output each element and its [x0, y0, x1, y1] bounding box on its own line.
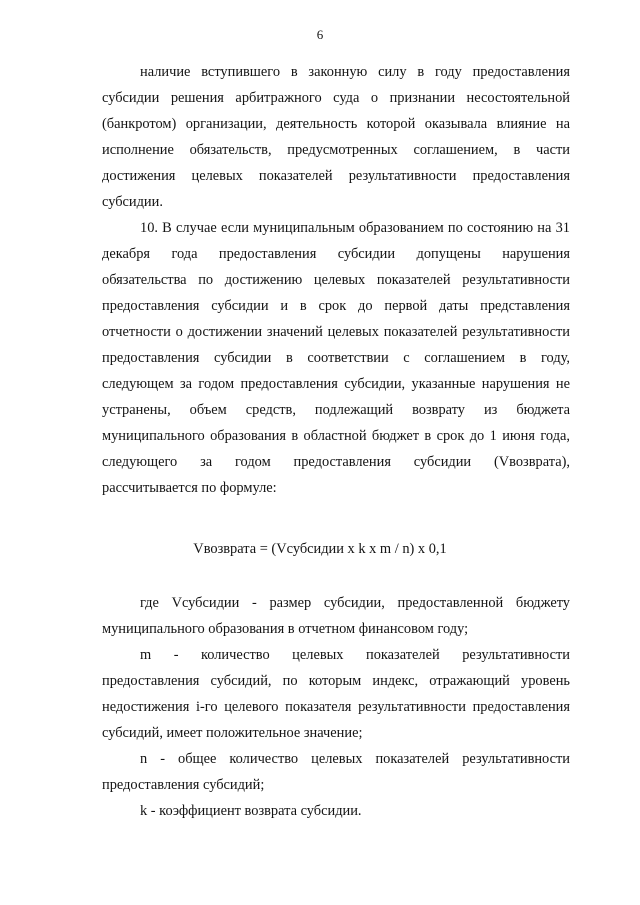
text-line: обязательства по достижению целевых показателей результативности — [102, 272, 570, 288]
text-line: рассчитывается по формуле: — [102, 480, 277, 496]
text-line: исполнение обязательств, предусмотренных соглашением, в части — [102, 142, 570, 158]
text-line: субсидий, имеет положительное значение; — [102, 725, 363, 741]
text-line: где Vсубсидии - размер субсидии, предоставленной бюджету — [140, 595, 570, 611]
page-number: 6 — [316, 27, 324, 42]
text-line: предоставления субсидий; — [102, 777, 265, 793]
text-line: следующем за годом предоставления субсидии, указанные нарушения не — [102, 376, 570, 392]
text-line: (банкротом) организации, деятельность которой оказывала влияние на — [102, 116, 570, 132]
text-line: декабря года предоставления субсидии допущены нарушения — [102, 246, 570, 262]
text-line: предоставления субсидий, по которым индекс, отражающий уровень — [102, 673, 570, 689]
text-line: муниципального образования в областной бюджет в срок до 1 июня года, — [102, 428, 570, 444]
text-line: k - коэффициент возврата субсидии. — [140, 803, 362, 819]
text-line: достижения целевых показателей результативности предоставления — [102, 168, 570, 184]
text-line: предоставления субсидии и в срок до первой даты представления — [102, 298, 570, 314]
text-line: субсидии. — [102, 194, 163, 210]
formula: Vвозврата = (Vсубсидии x k x m / n) x 0,1 — [193, 541, 447, 557]
text-line: предоставления субсидии в соответствии с соглашением в году, — [102, 350, 570, 366]
text-line: наличие вступившего в законную силу в году предоставления — [140, 64, 570, 80]
text-line: n - общее количество целевых показателей результативности — [140, 751, 570, 767]
text-line: недостижения i-го целевого показателя результативности предоставления — [102, 699, 570, 715]
text-line: 10. В случае если муниципальным образованием по состоянию на 31 — [140, 220, 570, 236]
text-line: отчетности о достижении значений целевых показателей результативности — [102, 324, 570, 340]
text-line: m - количество целевых показателей результативности — [140, 647, 570, 663]
text-line: субсидии решения арбитражного суда о признании несостоятельной — [102, 90, 570, 106]
text-line: устранены, объем средств, подлежащий возврату из бюджета — [102, 402, 570, 418]
text-line: муниципального образования в отчетном финансовом году; — [102, 621, 469, 637]
text-line: следующего за годом предоставления субсидии (Vвозврата), — [102, 454, 570, 470]
